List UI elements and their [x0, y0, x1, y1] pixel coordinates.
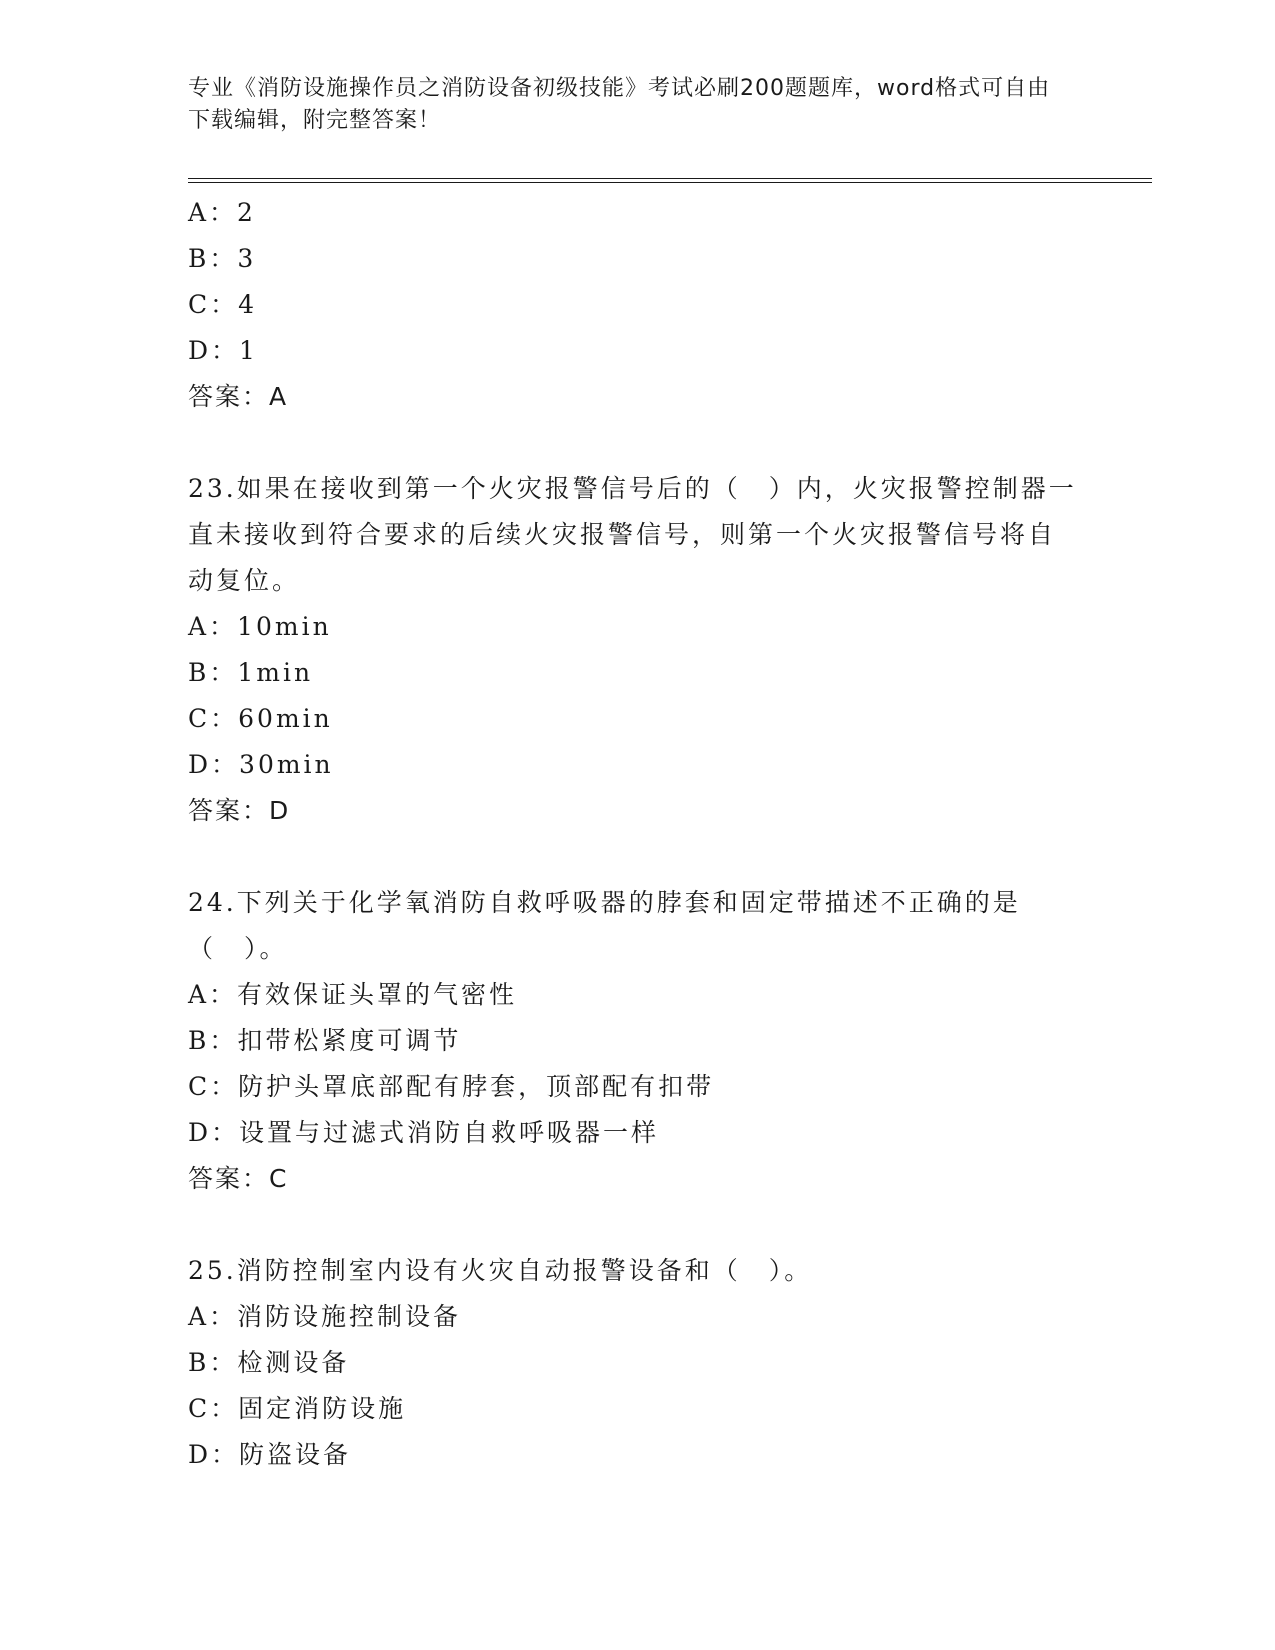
question-text: 25.消防控制室内设有火灾自动报警设备和（ ）。	[188, 1256, 813, 1285]
header-divider-top	[188, 178, 1152, 179]
option-a: A：2	[188, 198, 256, 227]
option-b: B：1min	[188, 658, 314, 687]
option-a: A：有效保证头罩的气密性	[188, 980, 518, 1009]
question-text: 23.如果在接收到第一个火灾报警信号后的（ ）内，火灾报警控制器一直未接收到符合要求的后续火灾报警信号，则第一个火灾报警信号将自动复位。	[188, 474, 1077, 595]
option-d: D：30min	[188, 750, 334, 779]
question-block-25	[188, 1248, 1108, 1478]
header-divider-bottom	[188, 182, 1152, 183]
question-block-23	[188, 466, 1108, 834]
document-header-title: 专业《消防设施操作员之消防设备初级技能》考试必刷200题题库，word格式可自由下载编辑，附完整答案！	[188, 76, 1051, 133]
question-block-22	[188, 190, 1108, 420]
option-b: B：3	[188, 244, 257, 273]
option-a: A：消防设施控制设备	[188, 1302, 462, 1331]
option-c: C：60min	[188, 704, 333, 733]
option-b: B：扣带松紧度可调节	[188, 1026, 462, 1055]
option-b: B：检测设备	[188, 1348, 350, 1377]
answer-line: 答案：C	[188, 1164, 289, 1193]
option-d: D：防盗设备	[188, 1440, 352, 1469]
option-d: D：设置与过滤式消防自救呼吸器一样	[188, 1118, 660, 1147]
question-text: 24.下列关于化学氧消防自救呼吸器的脖套和固定带描述不正确的是（ ）。	[188, 888, 1021, 963]
answer-line: 答案：D	[188, 796, 291, 825]
option-c: C：防护头罩底部配有脖套，顶部配有扣带	[188, 1072, 715, 1101]
option-d: D：1	[188, 336, 258, 365]
option-c: C：4	[188, 290, 258, 319]
answer-line: 答案：A	[188, 382, 289, 411]
option-c: C：固定消防设施	[188, 1394, 407, 1423]
option-a: A：10min	[188, 612, 332, 641]
question-list	[188, 190, 1108, 1478]
question-block-24	[188, 880, 1108, 1202]
